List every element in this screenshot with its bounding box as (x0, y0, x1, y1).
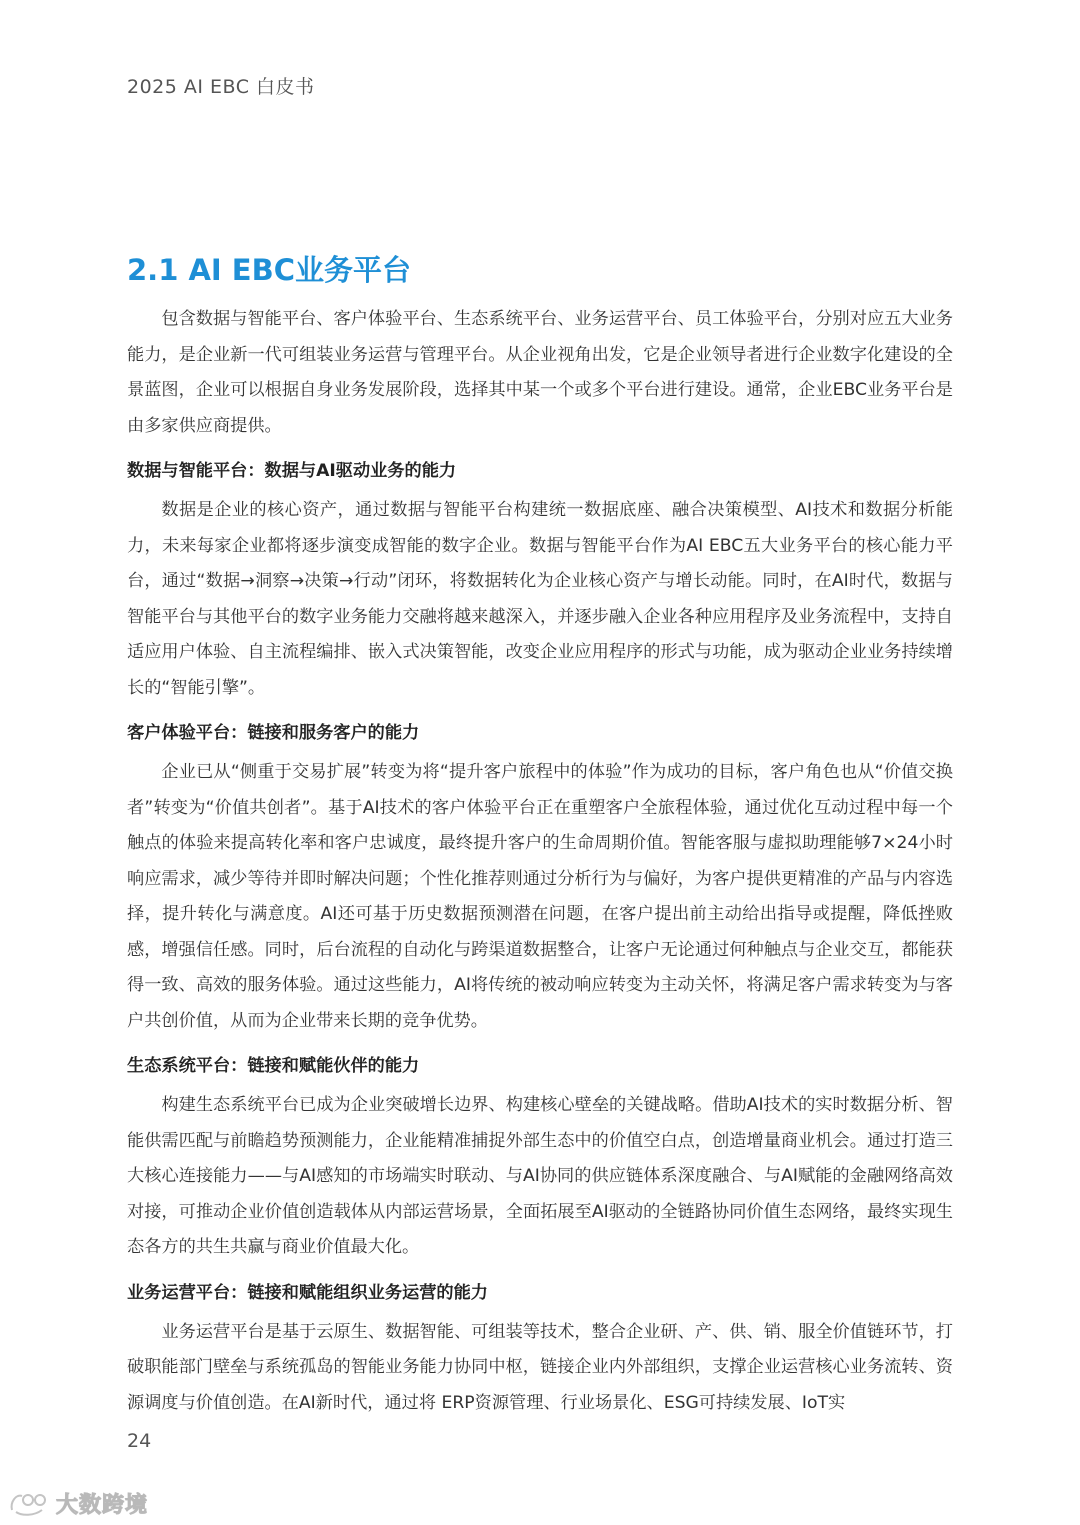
subsection-heading-business-operations: 业务运营平台：链接和赋能组织业务运营的能力 (127, 1282, 488, 1303)
subsection-heading-ecosystem: 生态系统平台：链接和赋能伙伴的能力 (127, 1056, 420, 1076)
watermark-logo-icon (8, 1488, 52, 1518)
intro-paragraph: 包含数据与智能平台、客户体验平台、生态系统平台、业务运营平台、员工体验平台，分别对应五大业务能力，是企业新一代可组装业务运营与管理平台。从企业视角出发，它是企业领导者进行企业数字化建设的全景蓝图，企业可以根据自身业务发展阶段，选择其中某一个或多个平台进行建设。通常，企业EBC业务平台是由多家供应商提供。 (127, 309, 953, 436)
document-body (127, 248, 953, 1421)
subsection-body-ecosystem: 构建生态系统平台已成为企业突破增长边界、构建核心壁垒的关键战略。借助AI技术的实时数据分析、智能供需匹配与前瞻趋势预测能力，企业能精准捕捉外部生态中的价值空白点，创造增量商业机会。通过打造三大核心连接能力——与AI感知的市场端实时联动、与AI协同的供应链体系深度融合、与AI赋能的金融网络高效对接，可推动企业价值创造载体从内部运营场景，全面拓展至AI驱动的全链路协同价值生态网络，最终实现生态各方的共生共赢与商业价值最大化。 (127, 1095, 953, 1257)
section-title: 2.1 AI EBC业务平台 (127, 253, 411, 287)
subsection-body-business-operations: 业务运营平台是基于云原生、数据智能、可组装等技术，整合企业研、产、供、销、服全价值链环节，打破职能部门壁垒与系统孤岛的智能业务能力协同中枢，链接企业内外部组织，支撑企业运营核心业务流转、资源调度与价值创造。在AI新时代，通过将 ERP资源管理、行业场景化、ESG可持续发展、IoT实 (127, 1321, 953, 1413)
subsection-body-data-intelligence: 数据是企业的核心资产，通过数据与智能平台构建统一数据底座、融合决策模型、AI技术和数据分析能力，未来每家企业都将逐步演变成智能的数字企业。数据与智能平台作为AI EBC五大业务平台的核心能力平台，通过“数据→洞察→决策→行动”闭环，将数据转化为企业核心资产与增长动能。同时，在AI时代，数据与智能平台与其他平台的数字业务能力交融将越来越深入，并逐步融入企业各种应用程序及业务流程中，支持自适应用户体验、自主流程编排、嵌入式决策智能，改变企业应用程序的形式与功能，成为驱动企业业务持续增长的“智能引擎”。 (127, 500, 953, 698)
watermark (8, 1486, 148, 1520)
subsection-body-customer-experience: 企业已从“侧重于交易扩展”转变为将“提升客户旅程中的体验”作为成功的目标，客户角色也从“价值交换者”转变为“价值共创者”。基于AI技术的客户体验平台正在重塑客户全旅程体验，通过优化互动过程中每一个触点的体验来提高转化率和客户忠诚度，最终提升客户的生命周期价值。智能客服与虚拟助理能够7×24小时响应需求，减少等待并即时解决问题；个性化推荐则通过分析行为与偏好，为客户提供更精准的产品与内容选择，提升转化与满意度。AI还可基于历史数据预测潜在问题，在客户提出前主动给出指导或提醒，降低挫败感，增强信任感。同时，后台流程的自动化与跨渠道数据整合，让客户无论通过何种触点与企业交互，都能获得一致、高效的服务体验。通过这些能力，AI将传统的被动响应转变为主动关怀，将满足客户需求转变为与客户共创价值，从而为企业带来长期的竞争优势。 (127, 762, 953, 1031)
running-header: 2025 AI EBC 白皮书 (127, 76, 315, 98)
subsection-heading-customer-experience: 客户体验平台：链接和服务客户的能力 (127, 723, 420, 743)
page-number: 24 (127, 1430, 152, 1452)
subsection-heading-data-intelligence: 数据与智能平台：数据与AI驱动业务的能力 (127, 461, 457, 481)
watermark-text: 大数跨境 (56, 1492, 149, 1518)
